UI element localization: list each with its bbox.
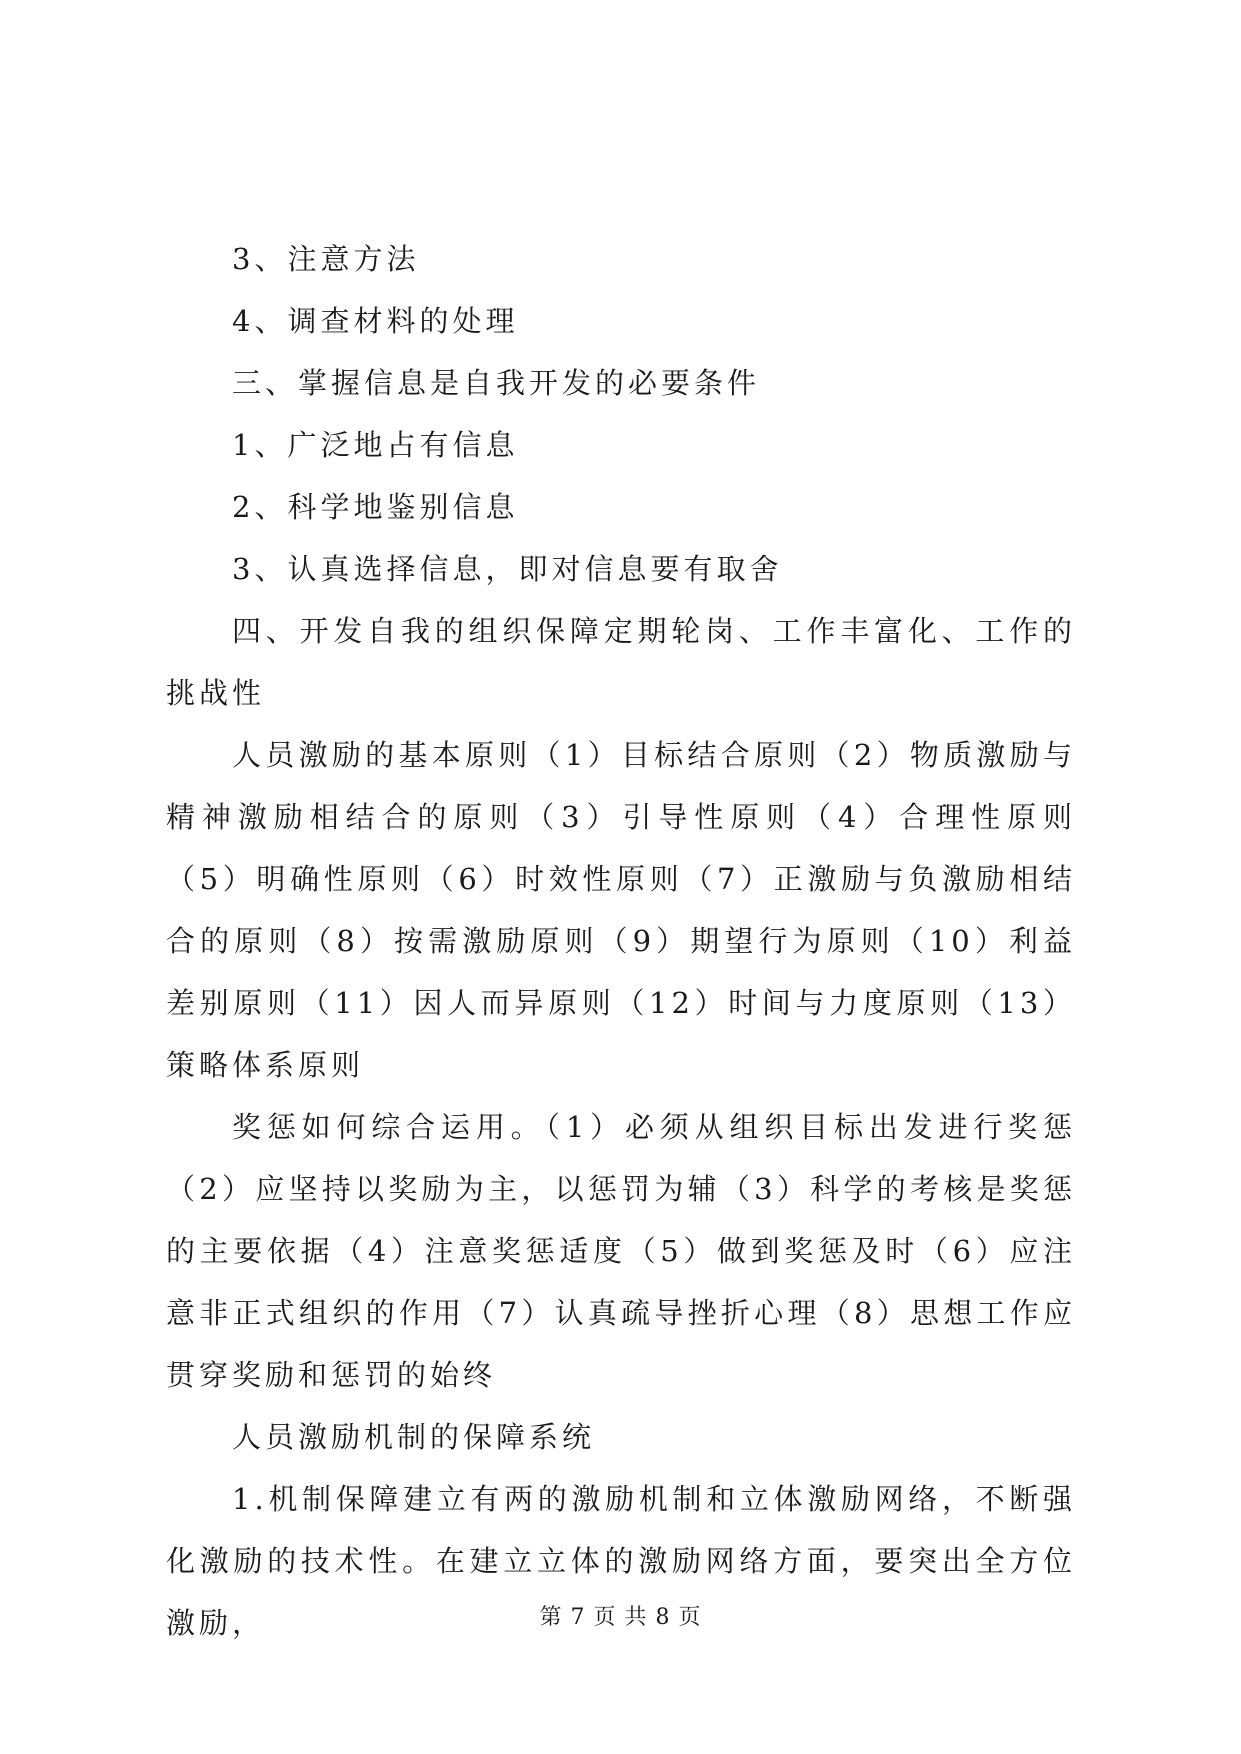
document-body — [166, 228, 1076, 1654]
paragraph: 2、科学地鉴别信息 — [232, 490, 519, 524]
paragraph: 人员激励的基本原则（1）目标结合原则（2）物质激励与精神激励相结合的原则（3）引导性原则（4）合理性原则（5）明确性原则（6）时效性原则（7）正激励与负激励相结合的原则（8）按需激励原则（9）期望行为原则（10）利益差别原则（11）因人而异原则（12）时间与力度原则（13）策略体系原则 — [166, 738, 1076, 1082]
section-heading: 三、掌握信息是自我开发的必要条件 — [232, 366, 761, 400]
paragraph: 4、调查材料的处理 — [232, 304, 519, 338]
section-heading: 四、开发自我的组织保障定期轮岗、工作丰富化、工作的挑战性 — [166, 614, 1076, 710]
paragraph: 1.机制保障建立有两的激励机制和立体激励网络，不断强化激励的技术性。在建立立体的激励网络方面，要突出全方位激励， — [166, 1482, 1076, 1640]
paragraph: 3、认真选择信息，即对信息要有取舍 — [232, 552, 783, 586]
paragraph: 人员激励机制的保障系统 — [232, 1420, 596, 1454]
paragraph: 奖惩如何综合运用。（1）必须从组织目标出发进行奖惩（2）应坚持以奖励为主，以惩罚为辅（3）科学的考核是奖惩的主要依据（4）注意奖惩适度（5）做到奖惩及时（6）应注意非正式组织的作用（7）认真疏导挫折心理（8）思想工作应贯穿奖励和惩罚的始终 — [166, 1110, 1076, 1392]
paragraph: 3、注意方法 — [232, 242, 420, 276]
paragraph: 1、广泛地占有信息 — [232, 428, 519, 462]
page-number-footer: 第 7 页 共 8 页 — [539, 1605, 702, 1630]
